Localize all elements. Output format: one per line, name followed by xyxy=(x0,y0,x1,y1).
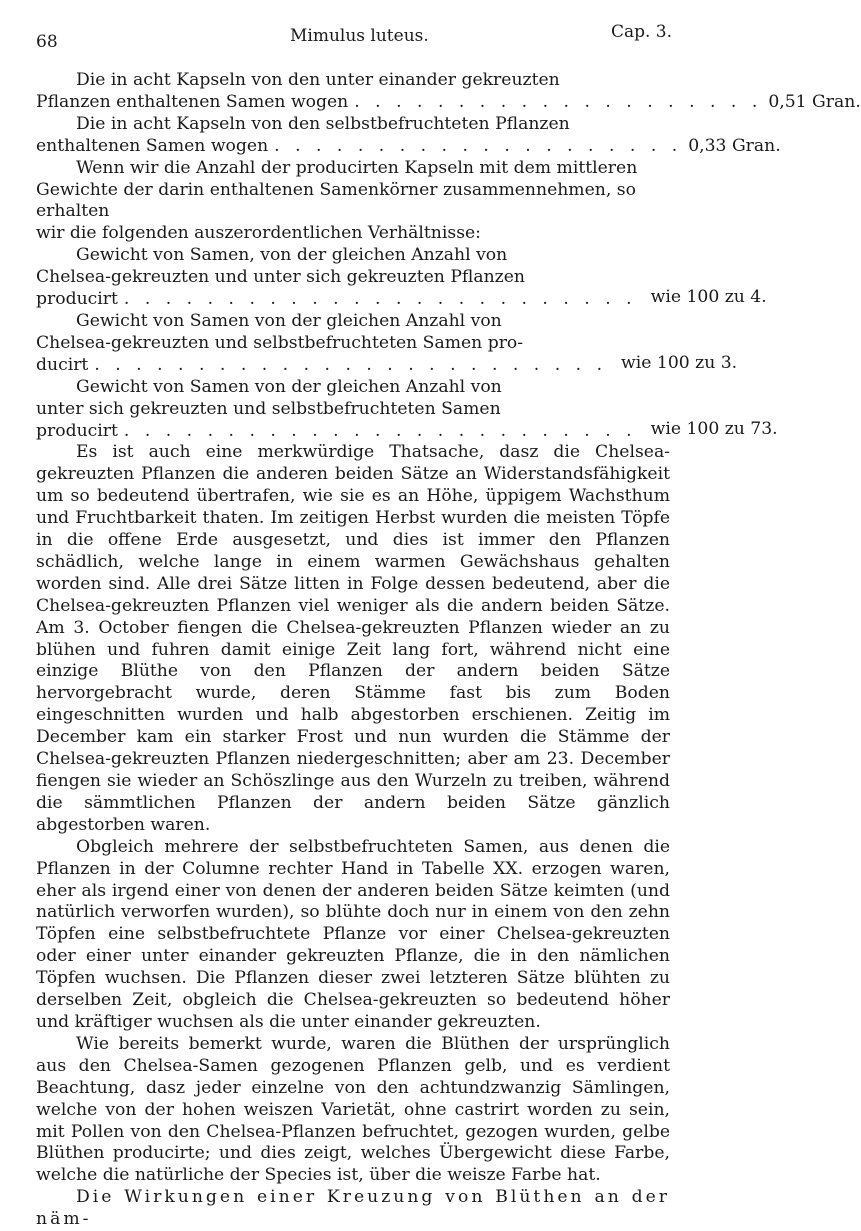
ratio-value: wie 100 zu 3. xyxy=(621,352,738,373)
page-header xyxy=(36,22,672,52)
entry-line: Die in acht Kapseln von den selbstbefruchteten Pflanzen xyxy=(76,113,570,134)
ratio-line: producirt xyxy=(36,420,118,441)
ratio-line: Gewicht von Samen, von der gleichen Anzahl von xyxy=(76,245,508,266)
entry-value-row xyxy=(36,91,861,114)
intro-line: Gewichte der darin enthaltenen Samenkörner zusammennehmen, so erhalten xyxy=(36,179,636,222)
ratio-value: wie 100 zu 73. xyxy=(650,418,778,439)
ratio-entry xyxy=(36,310,738,377)
entry-value-row xyxy=(36,135,781,158)
body-paragraph: Es ist auch eine merkwürdige Thatsache, dasz die Chelsea-gekreuzten Pflanzen die anderen beiden Sätze an Widerstandsfähigkeit um so bedeutend übertrafen, wie sie es an Höhe, üppigem Wachsthum und Fruchtbarkeit thaten. Im zeitigen Herbst wurden die meisten Töpfe in die offene Erde ausgesetzt, und dies ist immer den Pflanzen schädlich, welche lange in einem warmen Gewächshaus gehalten worden sind. Alle drei Sätze litten in Folge dessen bedeutend, aber die Chelsea-gekreuzten Pflanzen viel weniger als die andern beiden Sätze. Am 3. October fiengen die Chelsea-gekreuzten Pflanzen wieder an zu blühen und fuhren damit einige Zeit lang fort, während nicht eine einzige Blüthe von den Pflanzen der andern beiden Sätze hervorgebracht wurde, deren Stämme fast bis zum Boden eingeschnitten wurden und halb abgestorben erschienen. Zeitig im December kam ein starker Frost und nun wurden die Stämme der Chelsea-gekreuzten Pflanzen niedergeschnitten; aber am 23. December fiengen sie wieder an Schöszlinge aus den Wurzeln zu treiben, während die sämmtlichen Pflanzen der andern beiden Sätze gänzlich abgestorben waren. xyxy=(36,442,670,835)
ratio-line: ducirt xyxy=(36,354,89,375)
ratio-entry xyxy=(36,245,767,311)
intro-line: wir die folgenden auszerordentlichen Verhältnisse: xyxy=(36,223,481,244)
body-paragraph: Wie bereits bemerkt wurde, waren die Blüthen der ursprünglich aus den Chelsea-Samen gezogenen Pflanzen gelb, und es verdient Beachtung, dasz jeder einzelne von den achtundzwanzig Sämlingen, welche von der hohen weiszen Varietät, ohne castrirt worden zu sein, mit Pollen von den Chelsea-Pflanzen befruchtet, gezogen wurden, gelbe Blüthen producirte; und dies zeigt, welches Übergewicht diese Farbe, welche die natürliche der Species ist, über die weisze Farbe hat. xyxy=(36,1033,670,1186)
closing-line: Die Wirkungen einer Kreuzung von Blüthen an der näm- xyxy=(36,1187,670,1230)
entry-line: Die in acht Kapseln von den unter einander gekreuzten xyxy=(76,70,560,90)
running-title: Mimulus luteus. xyxy=(290,26,429,46)
ratio-line: unter sich gekreuzten und selbstbefruchteten Samen xyxy=(36,398,501,419)
ratio-line: Chelsea-gekreuzten und selbstbefruchteten Samen pro- xyxy=(36,332,524,353)
ratio-line: Gewicht von Samen von der gleichen Anzahl von xyxy=(76,310,502,331)
dot-leader: . . . . . . . . . . . . . . . . . . . . xyxy=(274,135,683,156)
dot-leader: . . . . . . . . . . . . . . . . . . . . xyxy=(354,91,763,112)
intro-line: Wenn wir die Anzahl der producirten Kapseln mit dem mittleren xyxy=(76,157,638,178)
seed-weight-entry xyxy=(36,70,861,114)
ratio-line: producirt xyxy=(36,289,118,310)
body-paragraph: Obgleich mehrere der selbstbefruchteten Samen, aus denen die Pflanzen in der Columne rechter Hand in Tabelle XX. erzogen waren, eher als irgend einer von denen der anderen beiden Sätze keimten (und natürlich verworfen wurden), so blühte doch nur in einem von den zehn Töpfen eine selbstbefruchtete Pflanze vor einer Chelsea-gekreuzten oder einer unter einander gekreuzten Pflanze, die in den nämlichen Töpfen wuchsen. Die Pflanzen dieser zwei letzteren Sätze blühten zu derselben Zeit, obgleich die Chelsea-gekreuzten so bedeutend höher und kräftiger wuchsen als die unter einander gekreuzten. xyxy=(36,836,670,1032)
entry-value: 0,51 Gran. xyxy=(768,91,861,112)
ratio-value: wie 100 zu 4. xyxy=(650,287,767,308)
dot-leader: . . . . . . . . . . . . . . . . . . . . . . . . . xyxy=(123,420,637,441)
ratio-entry xyxy=(36,376,778,443)
intro-paragraph xyxy=(36,158,670,246)
dot-leader: . . . . . . . . . . . . . . . . . . . . . . . . . xyxy=(123,289,637,310)
entry-value: 0,33 Gran. xyxy=(688,135,781,156)
page-number: 68 xyxy=(36,32,58,52)
dot-leader: . . . . . . . . . . . . . . . . . . . . . . . . . xyxy=(94,354,608,375)
seed-weight-entry xyxy=(36,113,781,158)
chapter-label: Cap. 3. xyxy=(610,22,672,42)
ratio-line: Chelsea-gekreuzten und unter sich gekreuzten Pflanzen xyxy=(36,267,525,288)
body-text xyxy=(36,70,861,1231)
ratio-line: Gewicht von Samen von der gleichen Anzahl von xyxy=(76,376,502,397)
entry-line: Pflanzen enthaltenen Samen wogen xyxy=(36,91,349,112)
entry-line: enthaltenen Samen wogen xyxy=(36,135,269,156)
